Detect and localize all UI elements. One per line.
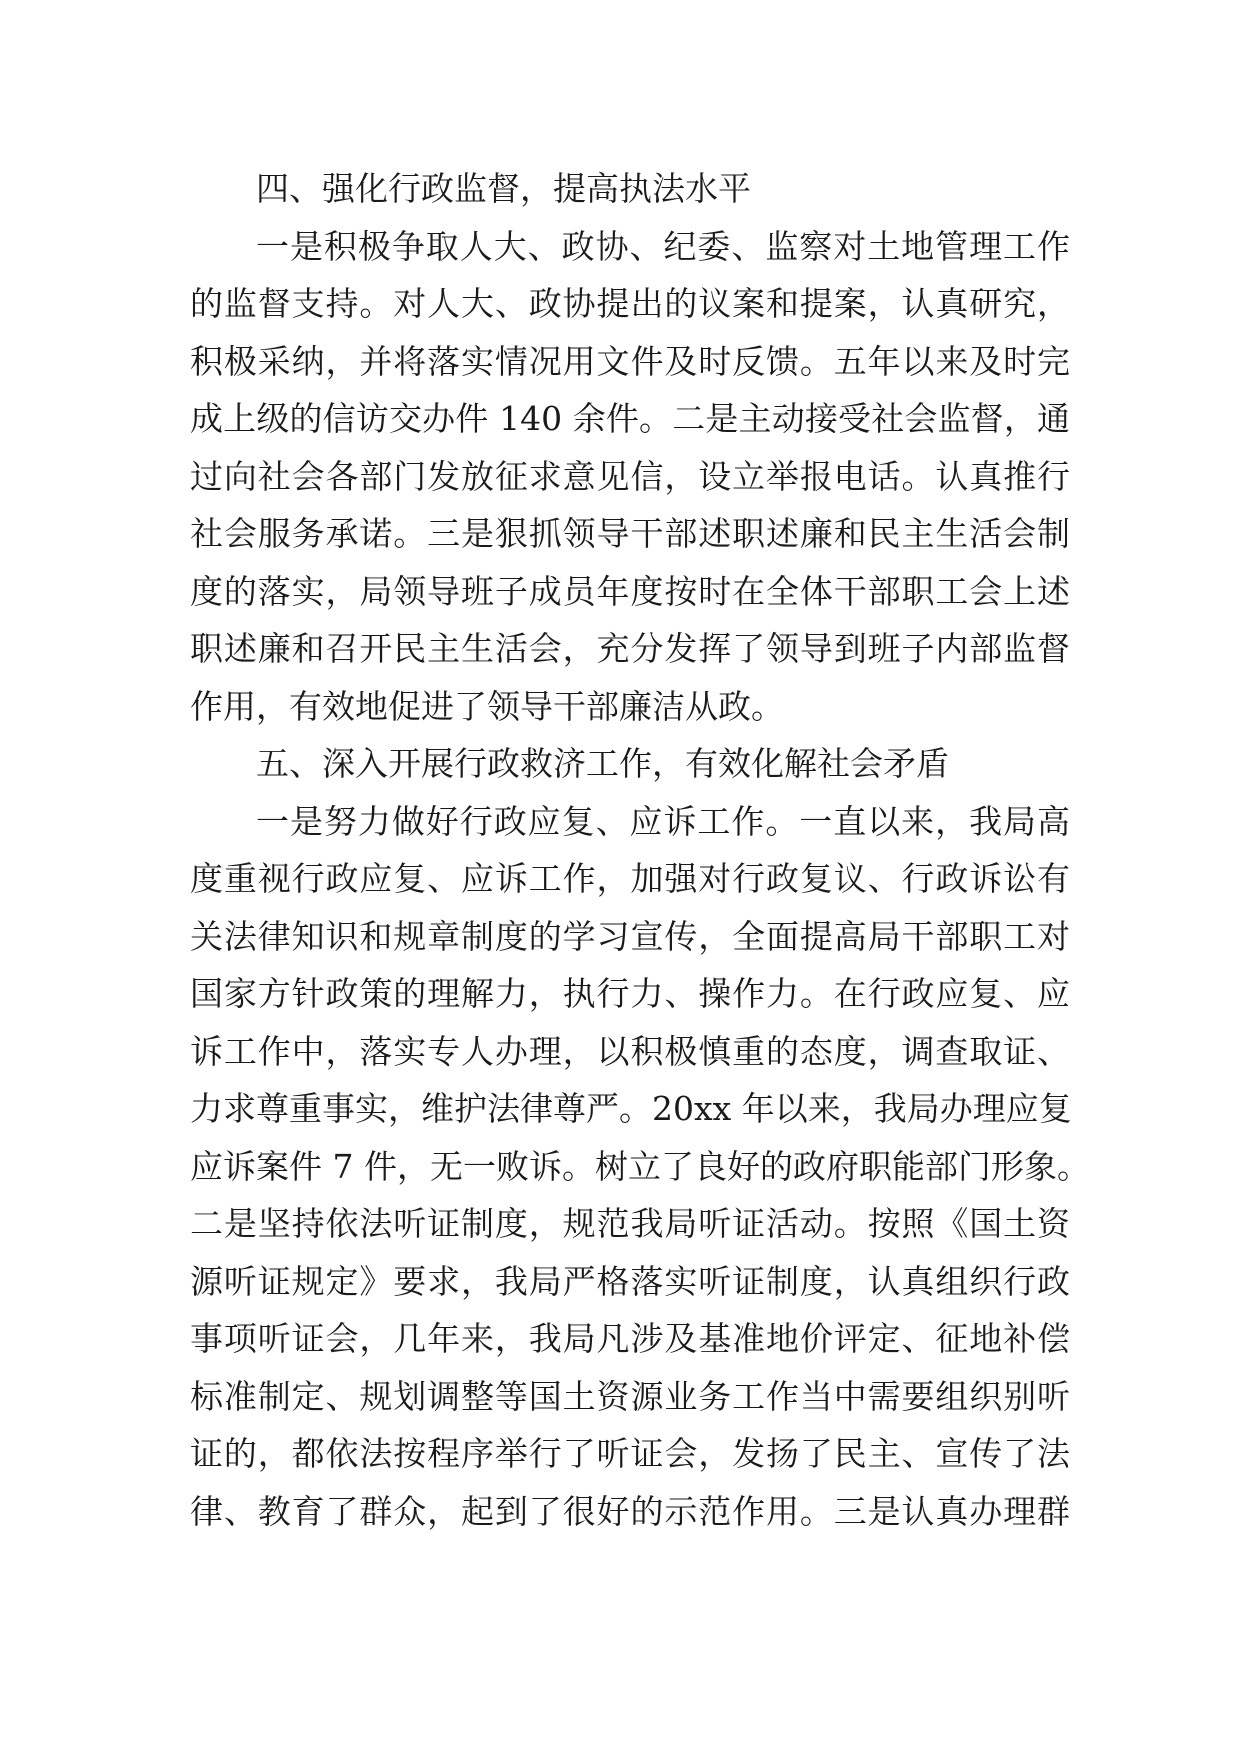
paragraph-line: 诉工作中，落实专人办理，以积极慎重的态度，调查取证、 xyxy=(190,1031,1070,1071)
paragraph-line: 积极采纳，并将落实情况用文件及时反馈。五年以来及时完 xyxy=(190,341,1070,381)
paragraph-line: 事项听证会，几年来，我局凡涉及基准地价评定、征地补偿 xyxy=(190,1319,1070,1358)
paragraph-line: 国家方针政策的理解力，执行力、操作力。在行政应复、应 xyxy=(190,974,1070,1013)
paragraph-line: 的监督支持。对人大、政协提出的议案和提案，认真研究， xyxy=(190,284,1070,323)
paragraph-line: 度的落实，局领导班子成员年度按时在全体干部职工会上述 xyxy=(190,571,1070,611)
paragraph-line: 一是积极争取人大、政协、纪委、监察对土地管理工作 xyxy=(256,226,1070,266)
paragraph-line: 过向社会各部门发放征求意见信，设立举报电话。认真推行 xyxy=(190,456,1070,496)
paragraph-line: 二是坚持依法听证制度，规范我局听证活动。按照《国土资 xyxy=(190,1204,1070,1243)
paragraph-line: 力求尊重事实，维护法律尊严。20xx 年以来，我局办理应复 xyxy=(190,1089,1072,1128)
paragraph-line: 度重视行政应复、应诉工作，加强对行政复议、行政诉讼有 xyxy=(190,859,1070,898)
section-heading-4: 四、强化行政监督，提高执法水平 xyxy=(256,169,751,208)
paragraph-line: 社会服务承诺。三是狠抓领导干部述职述廉和民主生活会制 xyxy=(190,514,1070,553)
paragraph-line: 职述廉和召开民主生活会，充分发挥了领导到班子内部监督 xyxy=(190,629,1070,668)
paragraph-line: 成上级的信访交办件 140 余件。二是主动接受社会监督，通 xyxy=(190,399,1070,438)
paragraph-line: 一是努力做好行政应复、应诉工作。一直以来，我局高 xyxy=(256,801,1070,841)
paragraph-line: 证的，都依法按程序举行了听证会，发扬了民主、宣传了法 xyxy=(190,1434,1070,1473)
section-heading-5: 五、深入开展行政救济工作，有效化解社会矛盾 xyxy=(256,744,949,783)
paragraph-line: 源听证规定》要求，我局严格落实听证制度，认真组织行政 xyxy=(190,1261,1070,1301)
paragraph-line: 作用，有效地促进了领导干部廉洁从政。 xyxy=(190,686,784,726)
paragraph-line: 应诉案件 7 件，无一败诉。树立了良好的政府职能部门形象。 xyxy=(190,1146,1090,1186)
paragraph-line: 律、教育了群众，起到了很好的示范作用。三是认真办理群 xyxy=(190,1491,1070,1531)
paragraph-line: 标准制定、规划调整等国土资源业务工作当中需要组织别听 xyxy=(190,1376,1070,1416)
paragraph-line: 关法律知识和规章制度的学习宣传，全面提高局干部职工对 xyxy=(190,916,1070,956)
document-body xyxy=(190,160,1090,1540)
